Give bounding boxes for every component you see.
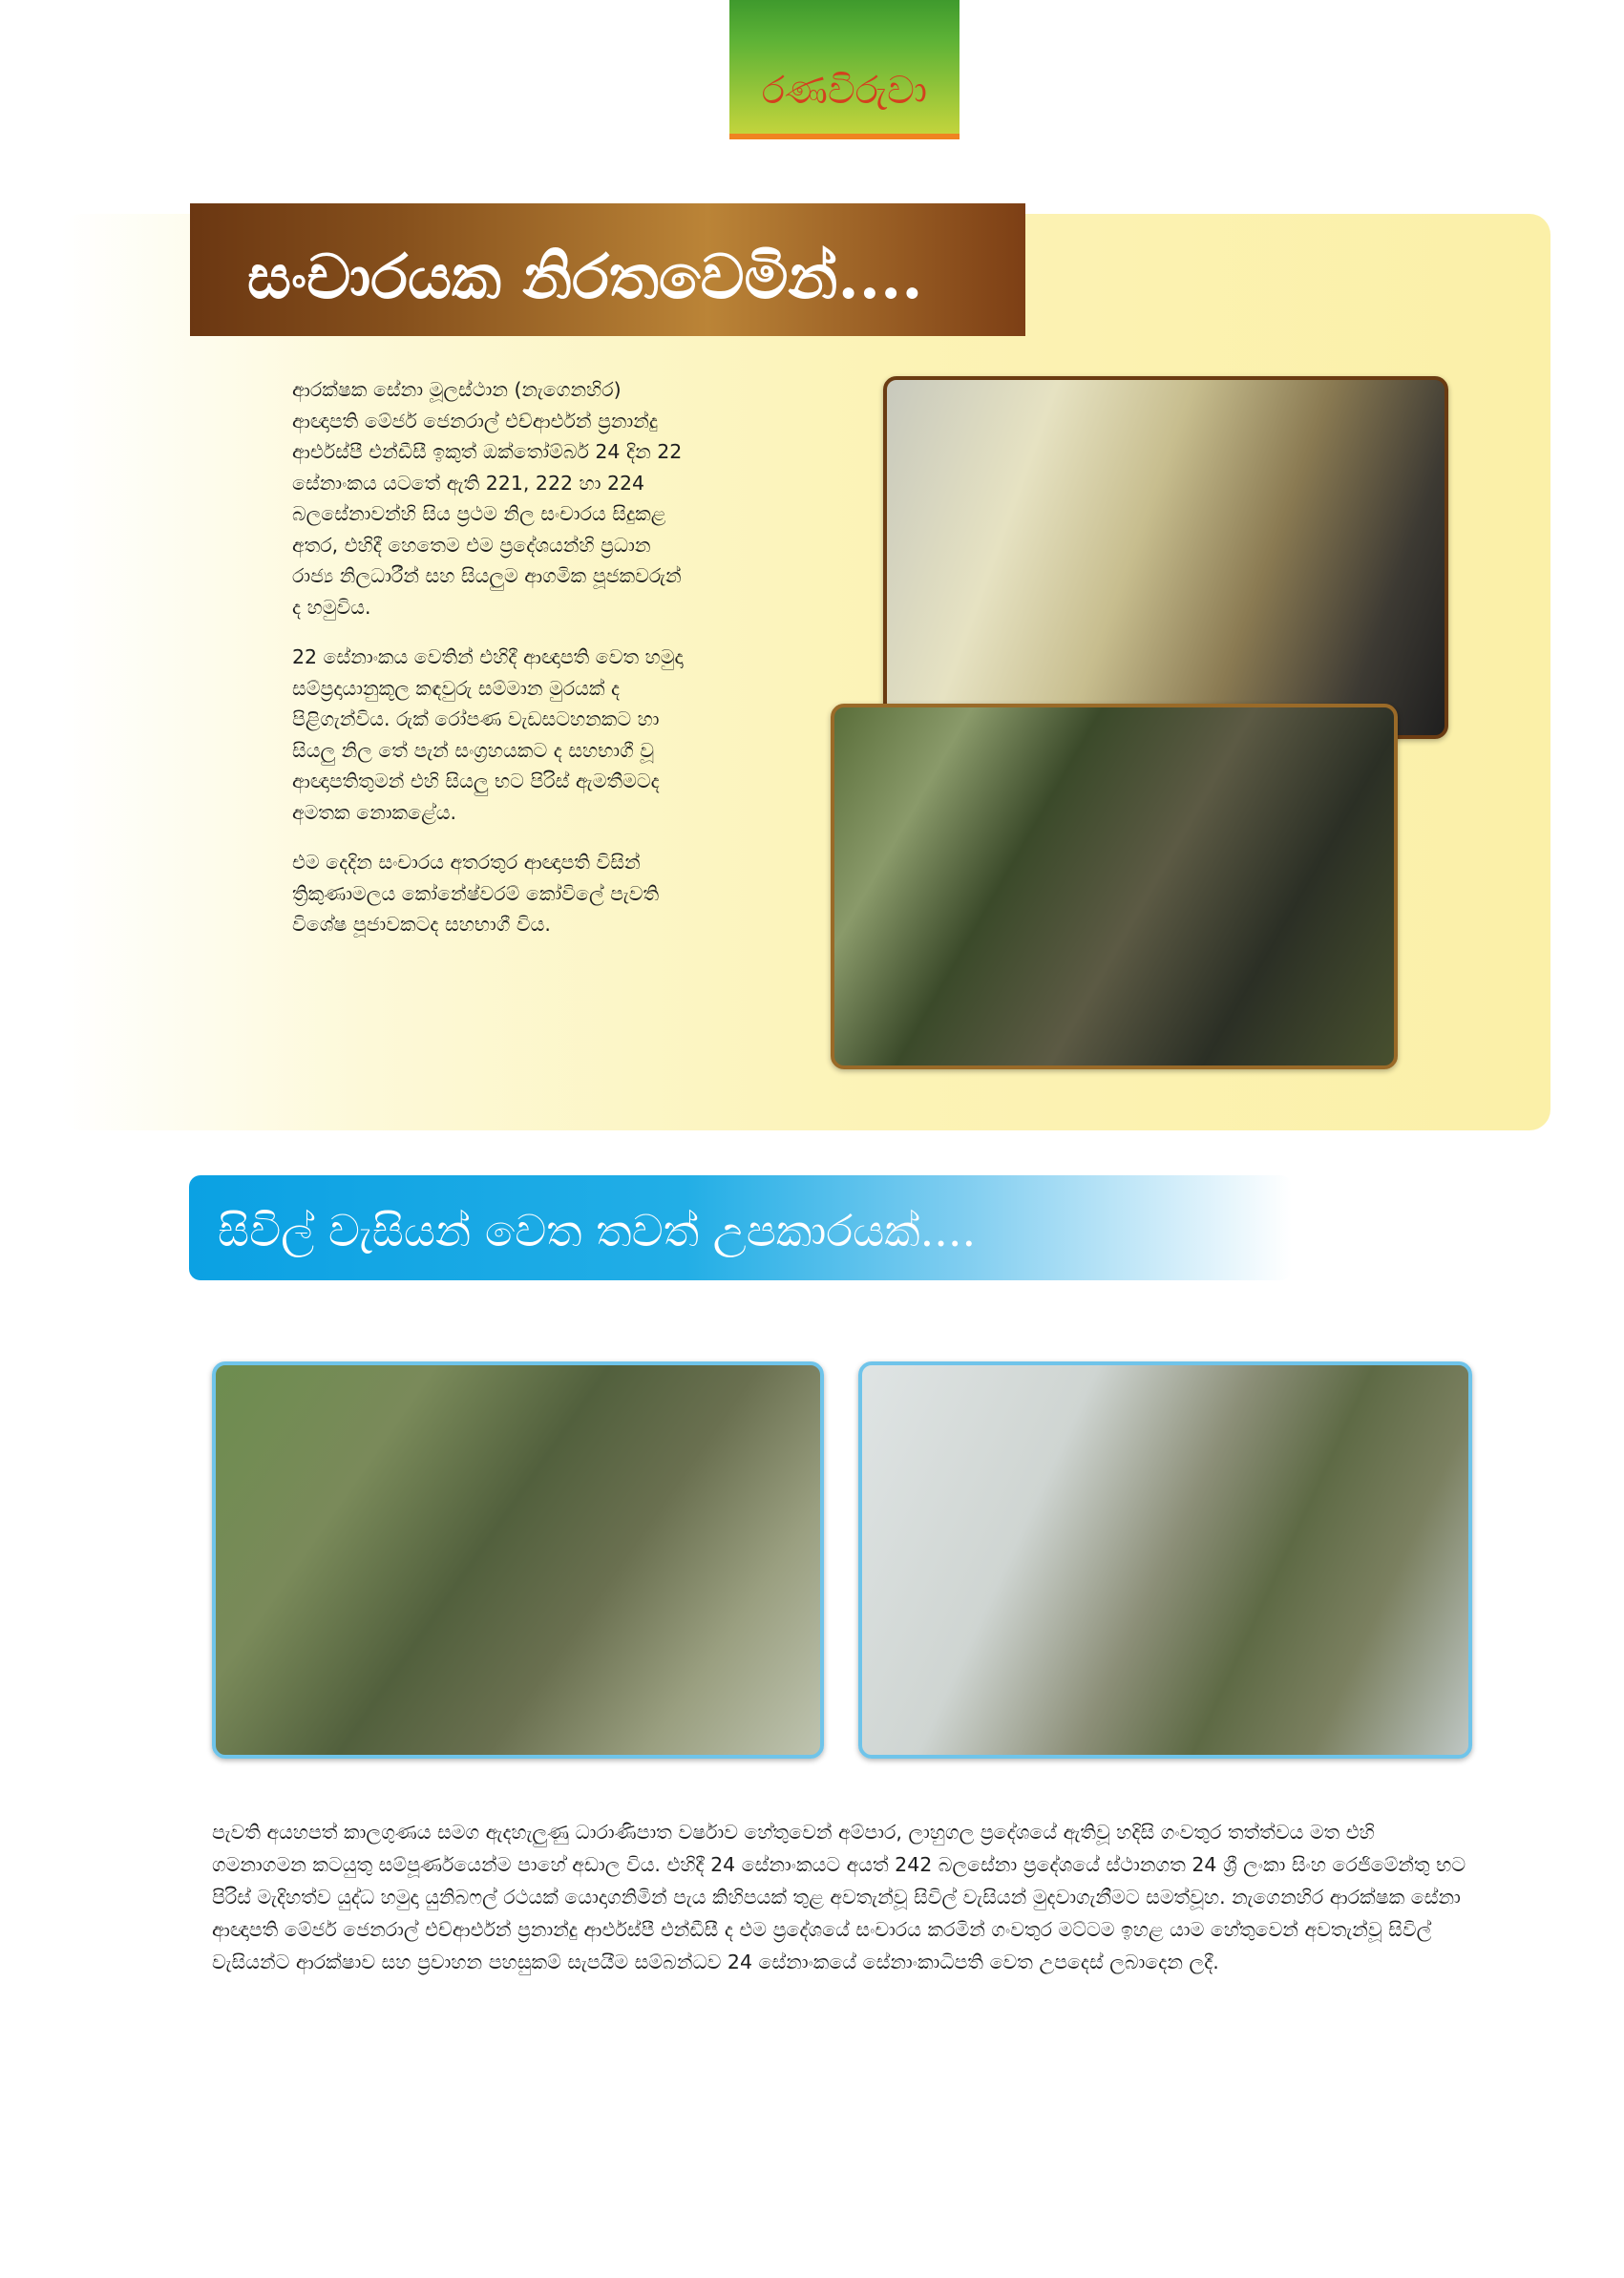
section-1-title-banner bbox=[190, 203, 1025, 336]
section-1-paragraph-2: 22 සේනාංකය වෙතින් එහිදී ආඥාපති වෙත හමුදා සම්ප්‍රදායානුකූල කඳවුරු සම්මාන මුරයක් ද පිළිගැන්විය. රුක් රෝපණ වැඩසටහනකට හා සියලු නිල තේ පැන් සංග්‍රහයකට ද සහභාගී වූ ආඥාපතිතුමන් එහි සියලු භට පිරිස් ඇමතීමටද අමතක නොකළේය. bbox=[292, 645, 684, 824]
section-2-body: පැවති අයහපත් කාලගුණය සමග ඇදහැලුණු ධාරාණිපාත වර්ෂාව හේතුවෙන් අම්පාර, ලාහුගල ප්‍රදේශයේ ඇතිවූ හදිසි ගංවතුර තත්ත්වය මත එහි ගමනාගමන කටයුතු සම්පූර්ණයෙන්ම පාහේ අඩාල විය. එහිදී 24 සේනාංකයට අයත් 242 බලසේනා ප්‍රදේශයේ ස්ථානගත 24 ශ්‍රී ලංකා සිංහ රෙජිමේන්තු භට පිරිස් මැදිහත්ව යුද්ධ හමුදා යුනිබෆල් රථයක් යොදාගනිමින් පැය කිහිපයක් තුළ අවතැන්වූ සිවිල් වැසියන් මුදවාගැනීමට සමත්වූහ. නැගෙනහිර ආරක්ෂක සේනා ආඥාපති මේජර් ජෙනරාල් එච්ආර්එන් ප්‍රනාන්දු ආර්එස්පී එන්ඩීසී ද එම ප්‍රදේශයේ සංචාරය කරමින් ගංවතුර මට්ටම ඉහළ යාම හේතුවෙන් අවතැන්වූ සිවිල් වැසියන්ට ආරක්ෂාව සහ ප්‍රවාහන පහසුකම් සැපයීම සම්බන්ධව 24 සේනාංකයේ සේනාංකාධිපති වෙත උපදෙස් ලබාදෙන ලදී. bbox=[212, 1821, 1466, 1973]
section-2-title-banner bbox=[189, 1175, 1292, 1280]
photo-civilian-rescue-vehicle bbox=[858, 1361, 1472, 1759]
section-1-paragraph-3: එම දෙදින සංචාරය අතරතුර ආඥාපති විසින් ත්‍රිකුණාමලය කෝනේෂ්වරම් කෝවිලේ පැවති විශේෂ පූජාවකටද සහභාගී විය. bbox=[292, 851, 660, 936]
photo-commander-greeting bbox=[831, 704, 1398, 1069]
magazine-logo bbox=[729, 0, 960, 139]
section-1-body bbox=[292, 374, 693, 960]
photo-officers-inspection bbox=[212, 1361, 824, 1759]
section-1-paragraph-1: ආරක්ෂක සේනා මූලස්ථාන (නැගෙනහිර) ආඥාපති මේජර් ජෙනරාල් එච්ආර්එන් ප්‍රනාන්දු ආර්එස්පී එන්ඩීසී ඉකුත් ඔක්තෝම්බර් 24 දින 22 සේනාංකය යටතේ ඇති 221, 222 හා 224 බලසේනාවන්හි සිය ප්‍රථම නිල සංචාරය සිදුකළ අතර, එහිදී හෙතෙම එම ප්‍රදේශයන්හි ප්‍රධාන රාජ්‍ය නිලධාරීන් සහ සියලුම ආගමික පූජකවරුන් ද හමුවිය. bbox=[292, 378, 683, 619]
section-1-title: සංචාරයක නිරතවෙමින්.... bbox=[247, 242, 923, 313]
section-2-title: සිවිල් වැසියන් වෙත තවත් උපකාරයක්.... bbox=[218, 1205, 977, 1256]
photo-award-presentation bbox=[883, 376, 1448, 739]
logo-text: රණවිරුවා bbox=[761, 69, 928, 113]
